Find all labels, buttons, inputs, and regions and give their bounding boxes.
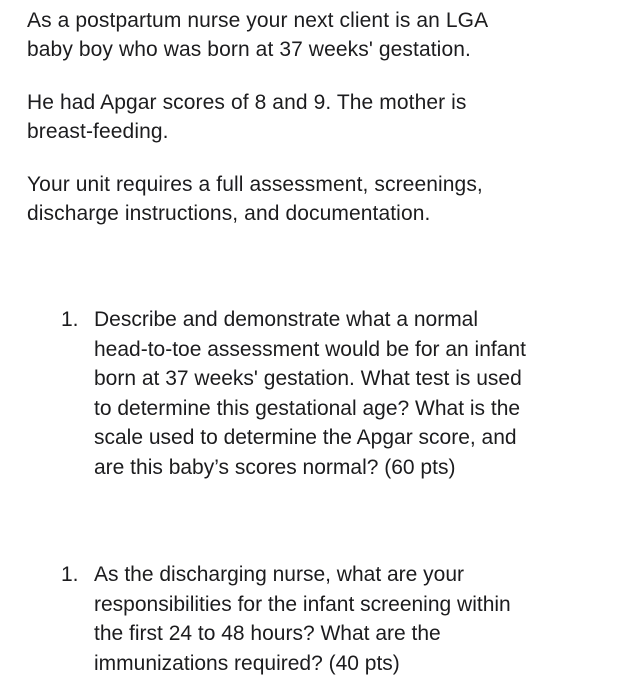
text-line: the first 24 to 48 hours? What are the (94, 622, 441, 645)
intro-paragraph-requirements (27, 170, 587, 228)
text-line: breast-feeding. (27, 120, 169, 143)
text-line: Describe and demonstrate what a normal (94, 308, 479, 331)
question-text (94, 305, 614, 482)
text-line: As the discharging nurse, what are your (94, 563, 465, 586)
text-line: discharge instructions, and documentation. (27, 202, 431, 225)
intro-paragraph-client (27, 6, 587, 64)
text-line: He had Apgar scores of 8 and 9. The mother is (27, 91, 467, 114)
question-number: 1. (61, 308, 79, 331)
text-line: born at 37 weeks' gestation. What test is used (94, 367, 522, 390)
text-line: scale used to determine the Apgar score, and (94, 426, 517, 449)
intro-paragraph-apgar (27, 88, 587, 146)
text-line: responsibilities for the infant screening within (94, 592, 511, 616)
text-line: immunizations required? (40 pts) (94, 651, 400, 675)
text-line: baby boy who was born at 37 weeks' gestation. (27, 38, 471, 61)
text-line: Your unit requires a full assessment, screenings, (27, 173, 483, 196)
text-line: head-to-toe assessment would be for an infant (94, 337, 526, 361)
question-text (94, 560, 614, 678)
text-line: to determine this gestational age? What is the (94, 396, 521, 420)
text-line: are this baby’s scores normal? (60 pts) (94, 455, 456, 479)
question-number: 1. (61, 563, 79, 586)
text-line: As a postpartum nurse your next client is an LGA (27, 9, 489, 32)
